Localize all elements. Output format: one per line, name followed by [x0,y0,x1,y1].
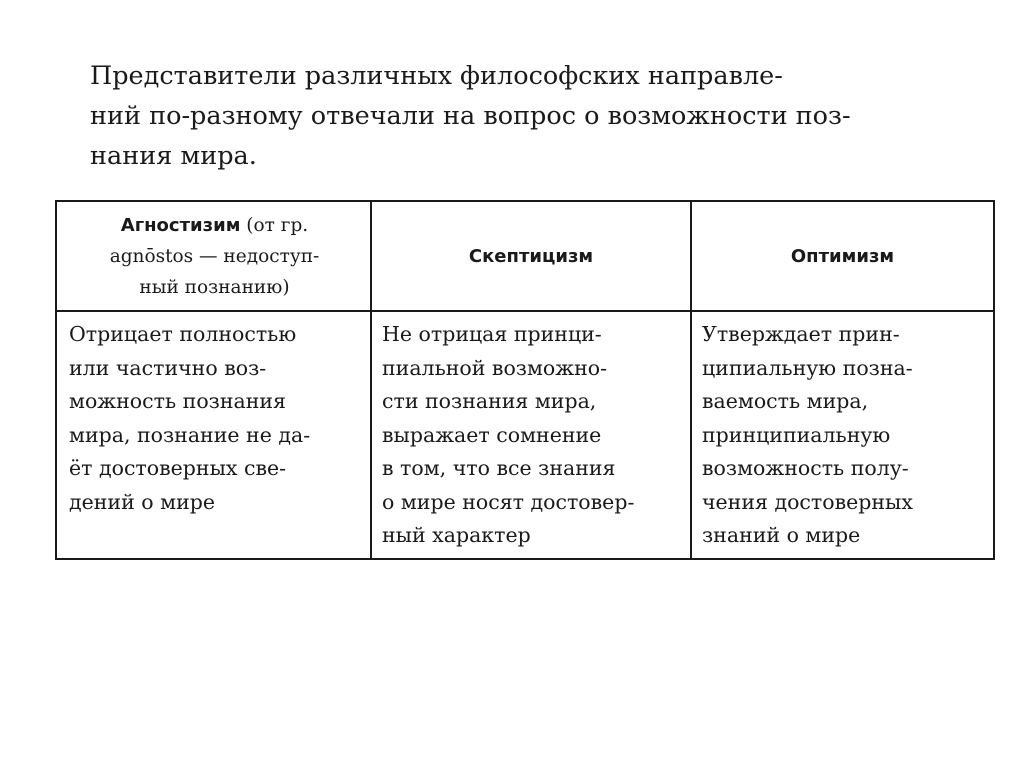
cell-line: выражает сомнение [382,422,602,447]
header-skepticism [372,202,690,310]
cell-line: в том, что все знания [382,456,616,480]
cell-line: ёт достоверных све- [69,456,287,480]
header-agnosticism-note: ный познанию) [139,276,290,298]
header-agnosticism-note: (от гр. [240,214,309,236]
cell-agnosticism [59,318,370,519]
cell-line: возможность полу- [702,456,909,480]
cell-line: ный характер [382,523,531,547]
header-agnosticism [59,202,370,310]
intro-paragraph [90,56,1010,176]
cell-line: Отрицает полностью [69,322,297,346]
cell-line: можность познания [69,389,286,413]
cell-line: о мире носят достовер- [382,489,635,514]
header-agnosticism-title: Агностизим [120,214,241,236]
cell-line: ваемость мира, [702,389,869,413]
comparison-table [55,200,995,560]
header-skepticism-title: Скептицизм [468,245,594,267]
cell-line: принципиальную [702,422,891,447]
cell-skepticism [372,318,690,553]
cell-line: мира, познание не да- [69,422,311,447]
cell-line: дений о мире [69,489,215,514]
cell-line: сти познания мира, [382,389,597,413]
cell-optimism [692,318,993,553]
header-agnosticism-note: agnōstos — недоступ- [109,245,320,267]
header-optimism-title: Оптимизм [790,245,895,267]
cell-line: Утверждает прин- [702,322,900,346]
cell-line: Не отрицая принци- [382,322,602,346]
header-optimism [692,202,993,310]
intro-line: ний по-разному отвечали на вопрос о возможности поз- [90,101,851,131]
header-divider [57,310,993,312]
cell-line: или частично воз- [69,355,267,380]
intro-line: Представители различных философских направле- [90,61,783,91]
cell-line: пиальной возможно- [382,355,608,380]
cell-line: ципиальную позна- [702,355,913,380]
cell-line: знаний о мире [702,523,861,547]
intro-line: нания мира. [90,141,257,171]
cell-line: чения достоверных [702,489,913,514]
